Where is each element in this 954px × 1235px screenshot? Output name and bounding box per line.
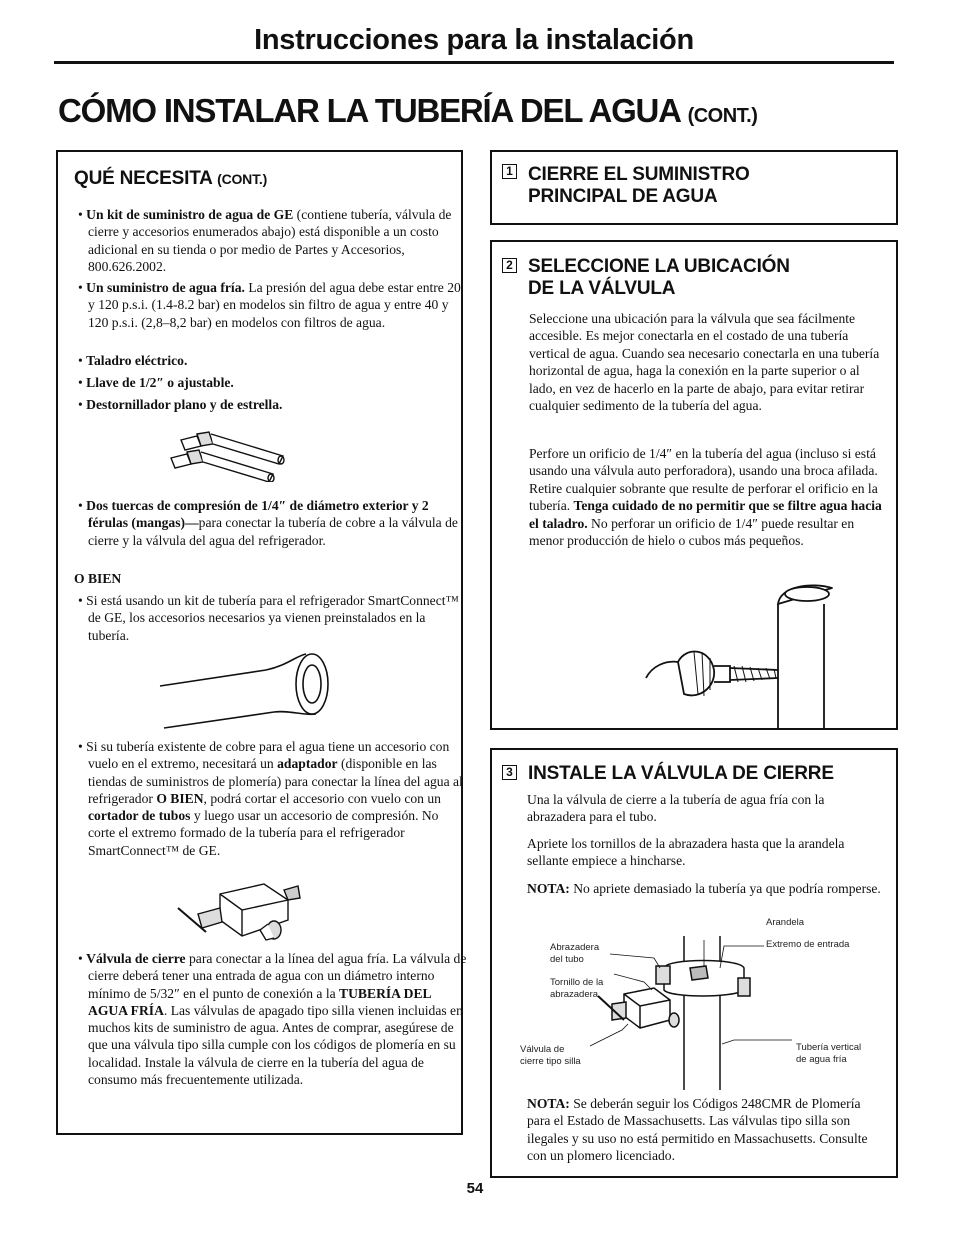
what-you-need-heading [74, 168, 267, 190]
step-1-title-line: PRINCIPAL DE AGUA [528, 186, 718, 207]
what-you-need-heading-text: QUÉ NECESITA [74, 168, 213, 189]
step-3-paragraph: Apriete los tornillos de la abrazadera hasta que la arandela sellante empiece a hincharse. [527, 836, 845, 869]
label-clamp-screw [550, 977, 603, 1001]
label-saddle-valve [520, 1044, 581, 1068]
label-line: del tubo [550, 954, 584, 965]
bullet-bold: O BIEN [156, 790, 204, 806]
copper-tubes-illustration [163, 424, 303, 482]
step-3-title: INSTALE LA VÁLVULA DE CIERRE [528, 763, 834, 784]
bullet-bold: TUBERÍA DEL AGUA FRÍA [88, 985, 431, 1018]
step-2-paragraph [529, 445, 887, 549]
label-line: de agua fría [796, 1054, 847, 1065]
bullet-bold: Llave de 1/2″ o ajustable. [86, 375, 234, 390]
list-item: • Un suministro de agua fría. La presión del agua debe estar entre 20 y 120 p.s.i. (1.4-8.2 bar) en modelos sin filtro de agua y entre 40 y 120 p.s.i. (2,8–8,2 bar) en modelos con filtros de agua. [78, 280, 461, 330]
list-item: • Válvula de cierre para conectar a la línea del agua fría. La válvula de cierre deberá tener una entrada de agua con un diámetro interno mínimo de 5/32″ en el punto de conexión a la TUBERÍA DEL AGUA FRÍA. Las válvulas de apagado tipo silla vienen incluidas en muchos kits de suministro de agua. Antes de comprar, asegúrese de que una válvula tipo silla cumple con los códigos de plomería en su localidad. Instale la válvula de cierre en la tubería del agua de consumo más frecuentemente utilizada. [78, 951, 467, 1088]
list-item: • Si su tubería existente de cobre para el agua tiene un accesorio con vuelo en el extremo, necesitará un adaptador (disponible en las tiendas de suministros de plomería) para conectar la línea del agua al refrigerador O BIEN, podrá cortar el accesorio con vuelo con un cortador de tubos y luego usar un accesorio de compresión. No corte el extremo formado de la tubería para el refrigerador SmartConnect™ de GE. [78, 739, 463, 858]
bullet-bold: Taladro eléctrico. [86, 353, 188, 368]
note-text: Se deberán seguir los Códigos 248CMR de Plomería para el Estado de Massachusetts. Las válvulas tipo silla son ilegales y su uso no está permitido en Massachusetts. Consulte con un plomero licenciado. [527, 1096, 868, 1164]
page-title: Instrucciones para la instalación [254, 24, 694, 56]
bullet-text: (contiene tubería, válvula de cierre y accesorios enumerados abajo) está disponible a un costo adicional en su tienda o por medio de Partes y Accesorios, 800.626.2002. [88, 207, 452, 274]
step-2-title-line: DE LA VÁLVULA [528, 278, 676, 299]
bullet-bold: cortador de tubos [88, 808, 191, 824]
list-item: • Un kit de suministro de agua de GE (contiene tubería, válvula de cierre y accesorios enumerados abajo) está disponible a un costo adicional en su tienda o por medio de Partes y Accesorios, 800.626.2002. [78, 207, 452, 274]
step-1-title-line: CIERRE EL SUMINISTRO [528, 164, 750, 185]
bullet-text: , podrá cortar el accesorio con vuelo con un [203, 790, 441, 806]
bullet-text: y luego usar un accesorio de compresión. No corte el extremo formado de la tubería para el refrigerador SmartConnect™ de GE. [88, 808, 439, 858]
what-you-need-heading-suffix: (CONT.) [217, 171, 268, 187]
note-label: NOTA: [527, 881, 570, 896]
paragraph-bold: Tenga cuidado de no permitir que se filtre agua hacia el taladro. [529, 498, 882, 531]
label-line: cierre tipo silla [520, 1056, 581, 1067]
list-item: • Destornillador plano y de estrella. [78, 397, 283, 412]
label-line: abrazadera [550, 989, 599, 1000]
bullet-bold: Dos tuercas de compresión de 1/4″ de diámetro exterior y 2 férulas (mangas)— [86, 498, 429, 531]
label-washer: Arandela [766, 917, 805, 928]
label-pipe-clamp [550, 942, 599, 966]
page-number: 54 [466, 1180, 484, 1197]
step-2-box [490, 240, 898, 730]
bullet-text: para conectar a la línea del agua fría. La válvula de cierre deberá tener una entrada de agua con un diámetro interno mínimo de 5/32″ en el punto de conexión a la [88, 951, 467, 1001]
bullet-bold: adaptador [277, 756, 338, 772]
label-line: Tubería vertical [796, 1042, 862, 1053]
section-title [58, 92, 757, 130]
note-label: NOTA: [527, 1096, 570, 1111]
step-1-box [490, 150, 898, 225]
list-item: • Dos tuercas de compresión de 1/4″ de diámetro exterior y 2 férulas (mangas)—para conectar la tubería de cobre a la válvula de cierre y la válvula del agua del refrigerador. [78, 498, 458, 548]
list-item: • Taladro eléctrico. [78, 353, 188, 368]
section-title-text: CÓMO INSTALAR LA TUBERÍA DEL AGUA [58, 92, 680, 129]
what-you-need-box [56, 150, 467, 1135]
list-item: • Si está usando un kit de tubería para el refrigerador SmartConnect™ de GE, los accesorios necesarios ya vienen preinstalados en la tubería. [78, 593, 459, 643]
bullet-bold: Un kit de suministro de agua de GE [86, 207, 294, 222]
note-text: No apriete demasiado la tubería ya que podría romperse. [569, 881, 881, 896]
step-3-massachusetts-note [527, 1095, 887, 1165]
bullet-text: . Las válvulas de apagado tipo silla vienen incluidas en muchos kits de suministro de agua. Antes de comprar, asegúrese de que una válvula tipo silla cumple con los códigos de plomería en su localidad. Instale la válvula de cierre en la tubería del agua de consumo más frecuentemente utilizada. [88, 1002, 463, 1088]
step-3-paragraph: Una la válvula de cierre a la tubería de agua fría con la abrazadera para el tubo. [527, 792, 825, 825]
step-1-title [528, 164, 750, 208]
label-line: Válvula de [520, 1044, 565, 1055]
bullet-text: La presión del agua debe estar entre 20 y 120 p.s.i. (1.4-8.2 bar) en modelos sin filtro de agua y entre 40 y 120 p.s.i. (2,8–8,2 bar) en modelos con filtros de agua. [88, 280, 461, 330]
step-1-number: 1 [502, 164, 517, 179]
paragraph-text: Perfore un orificio de 1/4″ en la tubería del agua (incluso si está usando una válvula auto perforadora), usando una broca afilada. Retire cualquier sobrante que resulte de perforar el orificio en la tubería. [529, 446, 878, 514]
step-3-number: 3 [502, 765, 517, 780]
bullet-text: Si su tubería existente de cobre para el agua tiene un accesorio con vuelo en el extremo, necesitará un [86, 739, 450, 772]
label-inlet-end: Extremo de entrada [766, 939, 850, 950]
step-2-number: 2 [502, 258, 517, 273]
flared-pipe-illustration [156, 646, 336, 736]
step-3-box [490, 748, 898, 1178]
bullet-bold: Válvula de cierre [86, 951, 186, 966]
bullet-text: (disponible en las tiendas de suministros de plomería) para conectar la línea del agua al refrigerador [88, 756, 463, 806]
label-vertical-pipe [796, 1042, 861, 1066]
bullet-text: Si está usando un kit de tubería para el refrigerador SmartConnect™ de GE, los accesorios necesarios ya vienen preinstalados en la tubería. [86, 593, 459, 643]
section-title-suffix: (CONT.) [687, 105, 758, 127]
compression-fitting-illustration [176, 880, 306, 946]
step-2-title-line: SELECCIONE LA UBICACIÓN [528, 256, 790, 277]
bullet-bold: Un suministro de agua fría. [86, 280, 245, 295]
step-2-paragraph: Seleccione una ubicación para la válvula que sea fácilmente accesible. Es mejor conectarla en el costado de una tubería vertical de agua. Cuando sea necesario conectarla en una tubería horizontal de agua, haga la conexión en la parte superior o al lado, en vez de hacerlo en la parte de abajo, para evitar retirar cualquier sedimento de la tubería del agua. [529, 311, 880, 414]
bullet-text: para conectar la tubería de cobre a la válvula de cierre y la válvula del agua del refrigerador. [88, 515, 458, 548]
drill-pipe-illustration [642, 582, 842, 728]
bullet-bold: Destornillador plano y de estrella. [86, 397, 283, 412]
step-3-note [527, 880, 887, 897]
label-line: Tornillo de la [550, 977, 604, 988]
paragraph-text: No perforar un orificio de 1/4″ puede resultar en menor producción de hielo o cubos más pequeños. [529, 515, 855, 549]
step-2-title [528, 256, 790, 300]
title-rule [54, 61, 894, 64]
or-label: O BIEN [74, 571, 122, 586]
list-item: • Llave de 1/2″ o ajustable. [78, 375, 234, 390]
label-line: Abrazadera [550, 942, 600, 953]
